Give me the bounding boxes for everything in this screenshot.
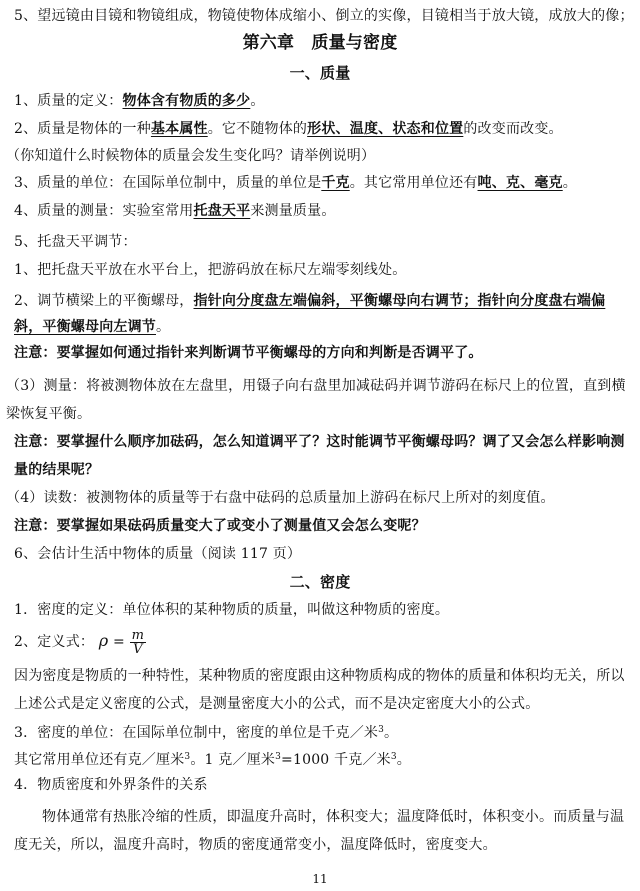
mass-property-emphasis-2: 形状、温度、状态和位置 — [307, 121, 464, 137]
relation-title: 4．物质密度和外界条件的关系 — [14, 777, 208, 793]
mass-question: （你知道什么时候物体的质量会发生变化吗？请举例说明） — [6, 148, 376, 164]
mass-unit-mid: 。其它常用单位还有 — [349, 175, 478, 191]
measurement-step-3: （3）测量：将被测物体放在左盘里，用镊子向右盘里加减砝码并调节游码在标尺上的位置，直到横梁恢复平衡。 — [6, 378, 626, 422]
mass-measurement — [14, 201, 632, 221]
density-formula — [14, 626, 632, 657]
note-1: 注意：要掌握如何通过指针来判断调节平衡螺母的方向和判断是否调平了。 — [14, 345, 483, 361]
density-unit-exponent: 3 — [378, 725, 385, 735]
density-explanation: 因为密度是物质的一种特性，某种物质的密度跟由这种物质构成的物体的质量和体积均无关，所以上述公式是定义密度的公式，是测量密度大小的公式，而不是决定密度大小的公式。 — [14, 668, 625, 712]
mass-unit-emphasis-2: 吨、克、毫克 — [477, 175, 563, 191]
mass-property-emphasis-1: 基本属性 — [150, 121, 208, 137]
mass-measurement-suffix: 来测量质量。 — [250, 203, 336, 219]
mass-definition-prefix: 1、质量的定义： — [14, 93, 123, 109]
page-number: 11 — [312, 872, 328, 886]
mass-unit-prefix: 3、质量的单位：在国际单位制中，质量的单位是 — [14, 175, 322, 191]
relation-text: 物体通常有热胀冷缩的性质，即温度升高时，体积变大；温度降低时，体积变小。而质量与温度无关，所以，温度升高时，物质的密度通常变小，温度降低时，密度变大。 — [14, 809, 625, 853]
other-units-exp-1: 3 — [184, 752, 191, 762]
mass-property — [14, 119, 632, 139]
balance-step-2-prefix: 2、调节横梁上的平衡螺母， — [14, 293, 194, 309]
formula-rho: ρ — [98, 631, 109, 650]
telescope-line: 5、望远镜由目镜和物镜组成，物镜使物体成缩小、倒立的实像，目镜相当于放大镜，成放大的像； — [14, 8, 634, 24]
balance-step-1: 1、把托盘天平放在水平台上，把游码放在标尺左端零刻线处。 — [14, 262, 407, 278]
chapter-title: 第六章 质量与密度 — [242, 33, 398, 53]
other-units-exp-3: 3 — [390, 752, 397, 762]
mass-definition-suffix: 。 — [250, 93, 265, 109]
estimate-line: 6、会估计生活中物体的质量（阅读 117 页） — [14, 546, 302, 562]
mass-unit — [14, 173, 632, 193]
density-unit-text: 3．密度的单位：在国际单位制中，密度的单位是千克／米 — [14, 725, 379, 741]
formula-numerator: m — [131, 627, 145, 643]
balance-step-2 — [14, 288, 632, 340]
formula-equals: = — [113, 634, 125, 650]
mass-definition — [14, 91, 632, 111]
mass-definition-emphasis: 物体含有物质的多少 — [122, 93, 251, 109]
mass-unit-suffix: 。 — [562, 175, 577, 191]
density-definition: 1．密度的定义：单位体积的某种物质的质量，叫做这种物质的密度。 — [14, 602, 450, 618]
mass-property-mid: 。它不随物体的 — [207, 121, 308, 137]
formula-denominator: V — [133, 641, 143, 657]
density-unit — [14, 720, 632, 743]
other-units-a: 其它常用单位还有克／厘米 — [14, 752, 185, 768]
note-3: 注意：要掌握如果砝码质量变大了或变小了测量值又会怎么变呢？ — [14, 518, 426, 534]
reading-step-4: （4）读数：被测物体的质量等于右盘中砝码的总质量加上游码在标尺上所对的刻度值。 — [6, 490, 555, 506]
balance-step-2-suffix: 。 — [156, 319, 171, 335]
other-units-exp-2: 3 — [275, 752, 282, 762]
section-title-mass: 一、质量 — [289, 64, 351, 82]
other-units-d: 。 — [396, 752, 411, 768]
other-units-b: 。1 克／厘米 — [190, 752, 276, 768]
mass-property-prefix: 2、质量是物体的一种 — [14, 121, 151, 137]
balance-step-2-emphasis: 指针向分度盘左端偏斜，平衡螺母向右调节；指针向分度盘右端偏斜，平衡螺母向左调节 — [14, 293, 606, 335]
formula-fraction — [130, 629, 147, 656]
mass-measurement-emphasis: 托盘天平 — [193, 203, 251, 219]
mass-property-suffix: 的改变而改变。 — [463, 121, 563, 137]
formula-prefix: 2、定义式： — [14, 634, 95, 650]
note-2: 注意：要掌握什么顺序加砝码，怎么知道调平了？这时能调节平衡螺母吗？调了又会怎么样影响测量的结果呢？ — [14, 434, 625, 478]
mass-measurement-prefix: 4、质量的测量：实验室常用 — [14, 203, 194, 219]
mass-unit-emphasis-1: 千克 — [321, 175, 350, 191]
other-units — [14, 747, 632, 770]
density-unit-suffix: 。 — [384, 725, 399, 741]
other-units-c: =1000 千克／米 — [281, 752, 391, 768]
balance-title: 5、托盘天平调节： — [14, 234, 137, 250]
section-title-density: 二、密度 — [289, 573, 351, 591]
